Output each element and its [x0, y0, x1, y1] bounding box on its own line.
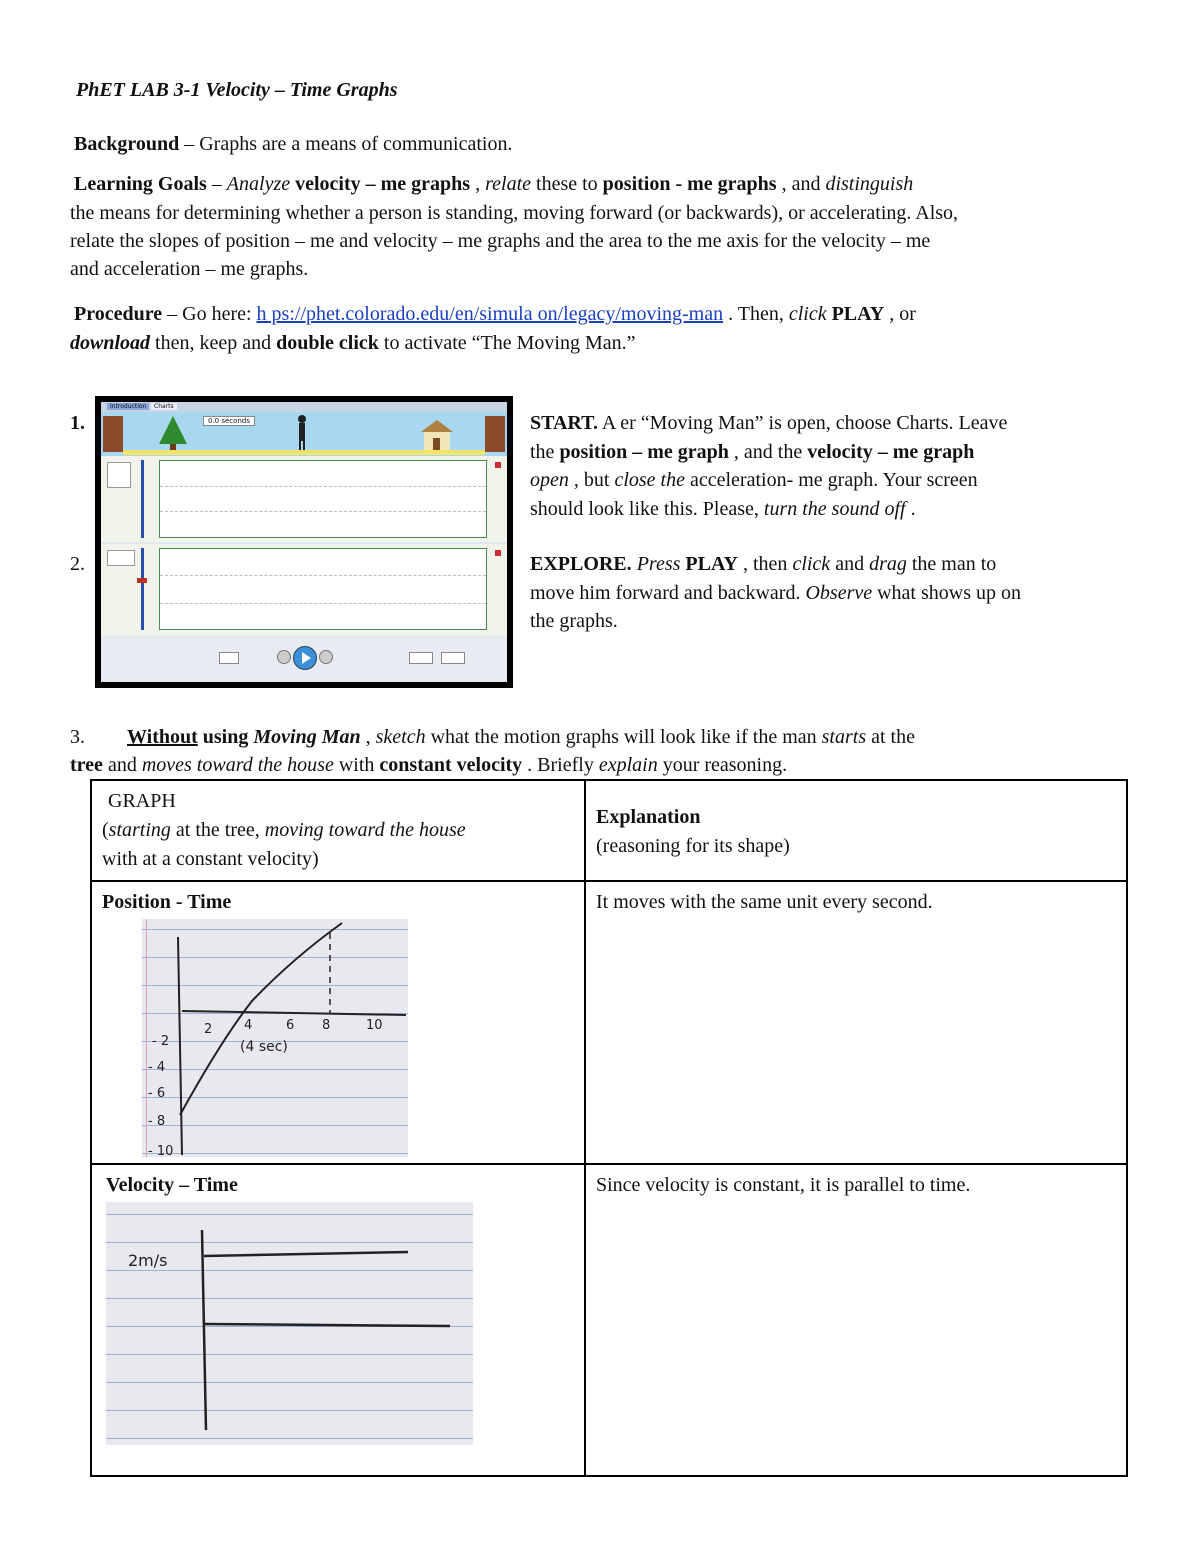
q3-and: and	[102, 754, 142, 776]
explore-click: click	[792, 553, 831, 575]
procedure-or: , or	[884, 303, 916, 325]
moving-man-screenshot	[95, 396, 513, 688]
q3-with: with	[333, 754, 380, 776]
step-button[interactable]	[319, 650, 333, 664]
sim-scene	[101, 412, 507, 456]
pos-x-tick: 8	[322, 1018, 331, 1033]
start-vel: velocity – me graph	[807, 440, 975, 463]
pos-y-tick: - 2	[152, 1034, 170, 1049]
procedure-then-keep: then, keep and	[150, 332, 277, 354]
q3-moves: moves toward the house	[141, 754, 334, 776]
q3-briefly: . Briefly	[522, 754, 599, 776]
sim-velocity-panel	[101, 544, 507, 636]
start-line2	[530, 438, 1130, 467]
explore-then: , then	[738, 553, 793, 575]
man-icon[interactable]	[296, 414, 308, 452]
pos-x-tick: 4	[244, 1018, 253, 1033]
table-row	[91, 1164, 1127, 1476]
q3-comma: ,	[360, 726, 376, 748]
table-header-row	[91, 780, 1127, 881]
question3-line1	[70, 723, 915, 751]
learning-goals-line4: and acceleration – me graphs.	[70, 258, 309, 280]
explore-press: Press	[636, 553, 681, 575]
start-open: open	[530, 469, 569, 491]
procedure-play: PLAY	[831, 303, 885, 325]
title-text: PhET LAB 3-1 Velocity – Time Graphs	[76, 79, 398, 101]
start-close: close the	[614, 469, 685, 491]
lg-analyze: Analyze	[226, 173, 291, 195]
lg-these: these to	[531, 173, 603, 195]
pos-x-tick: 2	[204, 1022, 213, 1037]
ruler	[123, 450, 485, 455]
explore-rest: the man to	[906, 553, 997, 575]
pos-y-tick: - 4	[148, 1060, 166, 1075]
step-number-1	[70, 412, 85, 435]
reset-button[interactable]	[409, 652, 433, 664]
step-number-2: 2.	[70, 553, 85, 575]
start-the: the	[530, 440, 560, 463]
start-pos: position – me graph	[559, 440, 729, 463]
position-time-sketch	[142, 919, 408, 1157]
q3-moving-man: Moving Man	[253, 726, 361, 748]
explore-label: EXPLORE.	[530, 553, 632, 575]
lg-relate: relate	[485, 173, 532, 195]
velocity-chart	[159, 548, 487, 630]
lg-comma: ,	[470, 173, 486, 195]
velocity-close-icon[interactable]	[495, 550, 501, 556]
start-dot: .	[905, 497, 916, 520]
velocity-handle[interactable]	[137, 578, 147, 583]
start-line3	[530, 466, 1130, 495]
start-line4	[530, 495, 1130, 524]
header-explanation-cell	[585, 780, 1127, 881]
sim-window	[101, 402, 507, 682]
learning-goals-line1	[74, 170, 913, 198]
tree-icon	[156, 414, 190, 454]
velocity-time-sketch	[106, 1202, 473, 1445]
procedure-line1	[74, 300, 916, 328]
pos-y-tick: - 6	[148, 1086, 166, 1101]
q3-const: constant velocity	[379, 754, 523, 776]
background-text: Graphs are a means of communication.	[199, 133, 513, 155]
procedure-dash: –	[162, 303, 183, 325]
header-graph-line3: with at a constant velocity)	[102, 848, 319, 870]
page-title	[76, 76, 397, 104]
position-time-cell	[91, 881, 585, 1164]
pos-x-tick: 6	[286, 1018, 295, 1033]
rewind-button[interactable]	[277, 650, 291, 664]
position-time-explanation: It moves with the same unit every second.	[596, 891, 933, 913]
position-slider[interactable]	[141, 460, 144, 538]
header-graph-cell	[91, 780, 585, 881]
lg-position: position - me graphs	[602, 173, 777, 195]
question3-line2	[70, 751, 787, 779]
procedure-label: Procedure	[74, 303, 163, 325]
record-button[interactable]	[219, 652, 239, 664]
explore-line3: the graphs.	[530, 610, 618, 632]
lg-distinguish: distinguish	[825, 173, 914, 195]
lg-and: , and	[776, 173, 826, 195]
procedure-then: . Then,	[723, 303, 789, 325]
start-line1	[530, 409, 1130, 438]
phet-link[interactable]: h ps://phet.colorado.edu/en/simula on/legacy/moving-man	[256, 303, 724, 325]
clear-button[interactable]	[441, 652, 465, 664]
velocity-slider[interactable]	[141, 548, 144, 630]
background-dash: –	[179, 133, 200, 155]
velocity-control[interactable]	[107, 550, 135, 566]
header-starting: starting	[108, 819, 171, 841]
q3-at-the: at the	[866, 726, 915, 748]
sim-position-panel	[101, 456, 507, 542]
start-and: , and the	[728, 440, 808, 463]
q3-sketch: sketch	[375, 726, 426, 748]
learning-goals-line2: the means for determining whether a person is standing, moving forward (or backwards), or accelerating. Also,	[70, 202, 959, 224]
lg-velocity: velocity – me graphs	[295, 173, 471, 195]
explore-line2	[530, 579, 1130, 608]
header-moving: moving toward the house	[264, 819, 466, 841]
velocity-time-explanation-cell	[585, 1164, 1127, 1476]
sim-tab-charts[interactable]: Charts	[151, 403, 177, 410]
position-time-explanation-cell	[585, 881, 1127, 1164]
start-acc: acceleration- me graph. Your screen	[684, 469, 978, 491]
table-row	[91, 881, 1127, 1164]
sim-controls	[101, 638, 507, 682]
q3-starts: starts	[821, 726, 867, 748]
lg-dash: –	[206, 173, 227, 195]
question3-number: 3.	[70, 726, 85, 748]
q3-using: using	[202, 726, 249, 748]
start-label: START.	[530, 412, 599, 434]
background-label: Background	[74, 133, 180, 155]
sim-time-readout: 0.0 seconds	[203, 416, 255, 426]
vel-label: 2m/s	[128, 1251, 168, 1270]
sim-tab-introduction[interactable]: Introduction	[107, 403, 149, 410]
position-control[interactable]	[107, 462, 131, 488]
procedure-line2	[70, 329, 636, 357]
header-explanation: Explanation	[596, 806, 701, 828]
procedure-go-here: Go here:	[182, 303, 257, 325]
house-icon	[419, 418, 455, 452]
step-1-text: 1.	[70, 412, 85, 434]
procedure-download: download	[70, 332, 151, 354]
start-text1: A er “Moving Man” is open, choose Charts. Leave	[598, 412, 1008, 434]
pos-x-tick: 10	[366, 1018, 383, 1033]
learning-goals-line3: relate the slopes of position – me and velocity – me graphs and the area to the me axis for the velocity – me	[70, 230, 931, 252]
velocity-time-label: Velocity – Time	[106, 1174, 238, 1196]
explore-line2b: what shows up on	[872, 581, 1021, 604]
header-explanation-sub: (reasoning for its shape)	[596, 835, 790, 857]
pos-y-tick: - 10	[148, 1144, 174, 1157]
header-graph-line2: (starting at the tree, moving toward the house	[102, 819, 466, 841]
position-close-icon[interactable]	[495, 462, 501, 468]
procedure-activate: to activate “The Moving Man.”	[378, 332, 636, 354]
explore-line2a: move him forward and backward.	[530, 581, 806, 604]
explore-and: and	[830, 553, 870, 575]
q3-reason: your reasoning.	[657, 754, 788, 776]
left-wall	[103, 416, 123, 452]
right-wall	[485, 416, 505, 452]
procedure-double-click: double click	[276, 332, 379, 354]
q3-tree: tree	[70, 754, 103, 776]
q3-explain: explain	[598, 754, 658, 776]
start-sound: turn the sound off	[763, 497, 906, 520]
q3-mid: what the motion graphs will look like if the man	[425, 726, 822, 748]
learning-goals-label: Learning Goals	[74, 173, 207, 195]
sim-tabbar	[101, 402, 507, 412]
q3-without: Without	[127, 726, 198, 748]
explore-play: PLAY	[685, 553, 738, 575]
position-chart	[159, 460, 487, 538]
answer-table	[90, 779, 1128, 1477]
velocity-sketch-lines	[106, 1202, 473, 1445]
background-paragraph	[74, 130, 512, 158]
pos-note: (4 sec)	[240, 1039, 288, 1055]
play-icon	[294, 647, 316, 669]
explore-observe: Observe	[805, 581, 873, 604]
position-time-label: Position - Time	[102, 891, 232, 913]
velocity-time-explanation: Since velocity is constant, it is parallel to time.	[596, 1174, 971, 1196]
procedure-click: click	[788, 303, 827, 325]
start-but: , but	[568, 469, 615, 491]
explore-line1	[530, 550, 1130, 579]
header-at-tree: at the tree,	[170, 819, 265, 841]
velocity-time-cell	[91, 1164, 585, 1476]
play-button[interactable]	[293, 646, 317, 670]
header-graph: GRAPH	[108, 790, 176, 812]
start-line4a: should look like this. Please,	[530, 497, 764, 520]
start-paragraph	[530, 409, 1130, 523]
explore-drag: drag	[869, 553, 907, 575]
pos-y-tick: - 8	[148, 1114, 166, 1129]
explore-paragraph	[530, 550, 1130, 636]
